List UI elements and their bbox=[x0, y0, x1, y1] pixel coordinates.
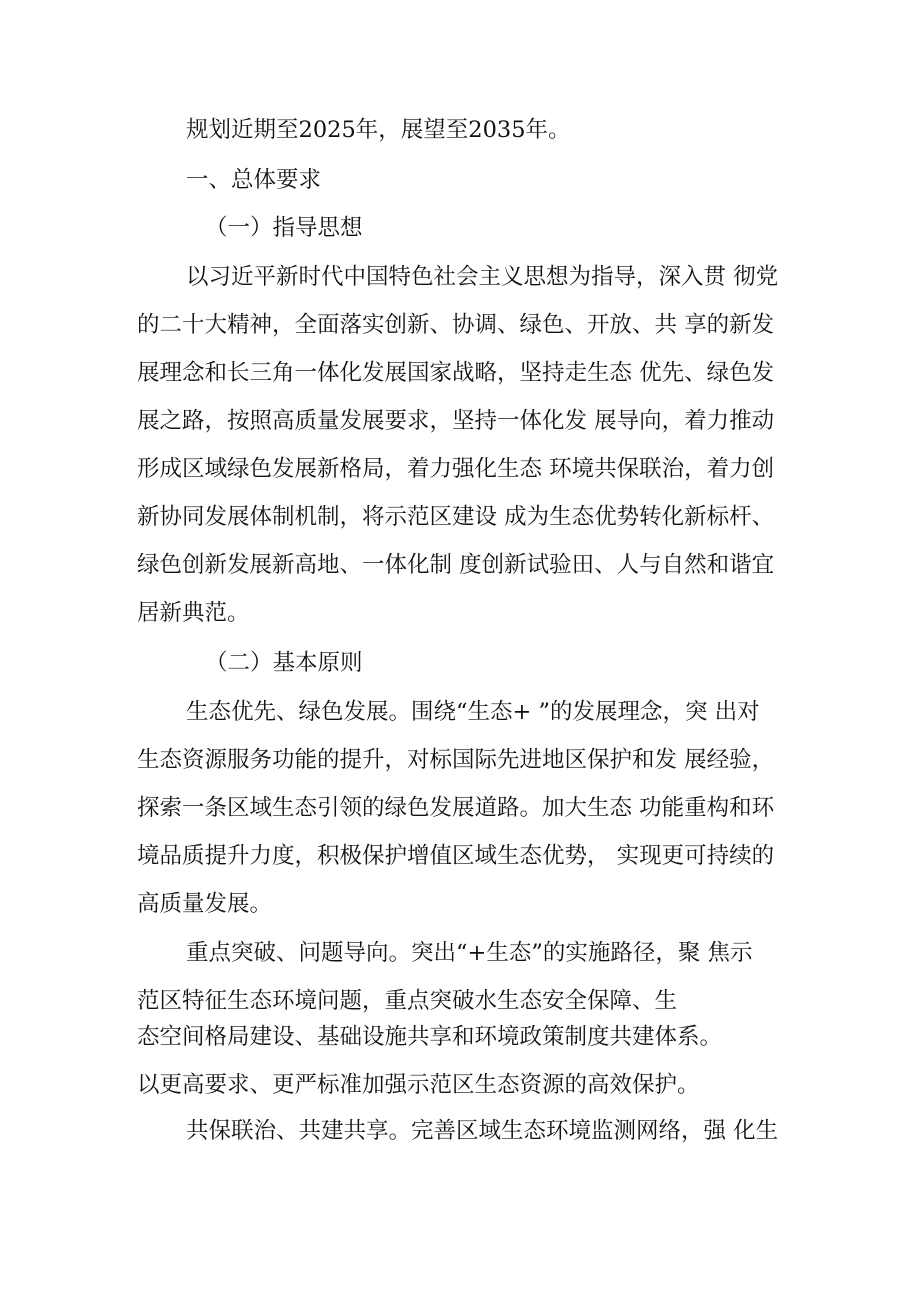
paragraph-line: 范区特征生态环境问题，重点突破水生态安全保障、生 bbox=[137, 988, 678, 1014]
paragraph-line: 的二十大精神，全面落实创新、协调、绿色、开放、共 享的新发 bbox=[137, 312, 775, 338]
paragraph-line: 重点突破、问题导向。突出“+生态”的实施路径，聚 焦示 bbox=[186, 940, 753, 966]
paragraph-line: 境品质提升力度，积极保护增值区域生态优势， 实现更可持续的 bbox=[137, 843, 775, 869]
paragraph-line: 展理念和长三角一体化发展国家战略，坚持走生态 优先、绿色发 bbox=[137, 360, 775, 386]
subsection-heading-guiding-ideology: （一）指导思想 bbox=[205, 215, 363, 241]
paragraph-line: 以习近平新时代中国特色社会主义思想为指导，深入贯 彻党 bbox=[186, 264, 779, 290]
subsection-heading-basic-principles: （二）基本原则 bbox=[205, 650, 363, 676]
paragraph-line: 高质量发展。 bbox=[137, 891, 273, 917]
paragraph-line: 绿色创新发展新高地、一体化制 度创新试验田、人与自然和谐宜 bbox=[137, 552, 775, 578]
paragraph-line: 新协同发展体制机制，将示范区建设 成为生态优势转化新标杆、 bbox=[137, 504, 775, 530]
planning-period-line: 规划近期至2025年，展望至2035年。 bbox=[186, 117, 571, 143]
paragraph-line: 居新典范。 bbox=[137, 600, 250, 626]
paragraph-line: 探索一条区域生态引领的绿色发展道路。加大生态 功能重构和环 bbox=[137, 795, 775, 821]
paragraph-line: 生态优先、绿色发展。围绕“生态+ ”的发展理念，突 出对 bbox=[186, 699, 760, 725]
paragraph-line: 态空间格局建设、基础设施共享和环境政策制度共建体系。 bbox=[137, 1024, 723, 1050]
paragraph-line: 共保联治、共建共享。完善区域生态环境监测网络，强 化生 bbox=[186, 1118, 779, 1144]
paragraph-line: 形成区域绿色发展新格局，着力强化生态 环境共保联治，着力创 bbox=[137, 456, 775, 482]
paragraph-line: 生态资源服务功能的提升，对标国际先进地区保护和发 展经验， bbox=[137, 747, 775, 773]
paragraph-line: 展之路，按照高质量发展要求，坚持一体化发 展导向，着力推动 bbox=[137, 408, 775, 434]
paragraph-line: 以更高要求、更严标准加强示范区生态资源的高效保护。 bbox=[137, 1072, 700, 1098]
section-heading-overall-requirements: 一、总体要求 bbox=[186, 167, 322, 193]
